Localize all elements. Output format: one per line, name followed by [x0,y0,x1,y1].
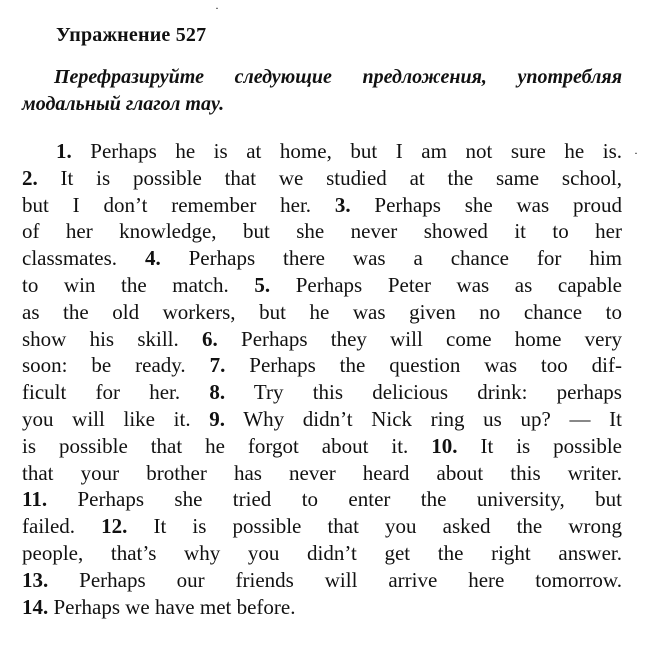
text-line [22,433,622,460]
print-speck-mark-right: · [634,146,638,160]
sentence-number: 9. [209,406,225,431]
sentence-text: Try this delicious drink: perhaps [225,380,622,405]
sentence-text: It is possible that we studied at the same school, [37,165,622,190]
text-line [22,165,622,192]
text-line [22,192,622,219]
sentence-text: as the old workers, but he was given no chance to [22,299,622,324]
sentence-number: 3. [334,192,351,217]
text-line [22,245,622,272]
text-line [22,486,622,513]
sentence-text: is possible that he forgot about it. [22,433,432,458]
sentence-number: 13. [22,567,49,592]
text-line [22,352,622,379]
sentence-text: show his skill. [22,326,203,351]
text-line [22,406,622,433]
sentence-number: 1. [56,139,72,163]
text-line [22,218,622,245]
sentence-text: to win the match. [22,272,255,297]
sentence-number: 2. [22,165,38,190]
sentence-number: 7. [209,353,226,378]
sentence-number: 14. [22,594,49,619]
sentence-text: It is possible [457,433,622,458]
sentence-text: Perhaps she tried to enter the university, but [47,487,622,512]
sentence-text: Why didn’t Nick ring us up? — It [224,406,622,431]
sentence-text: Perhaps Peter was as capable [270,272,622,297]
sentence-text: Perhaps the question was too dif- [225,353,622,378]
sentence-text: Perhaps he is at home, but I am not sure he is. [71,139,622,163]
text-line [22,460,622,487]
sentence-number: 8. [209,380,226,405]
exercise-text [22,138,622,620]
exercise-instruction: Перефразируйте следующие предложения, употребляя модальный глагол may. [22,66,622,115]
sentence-text: you will like it. [22,406,210,431]
sentence-text: failed. [22,514,102,539]
text-line [22,138,622,165]
text-line [22,272,622,299]
sentence-number: 11. [22,487,48,512]
sentence-text: soon: be ready. [22,353,210,378]
sentence-text: Perhaps they will come home very [217,326,622,351]
sentence-number: 4. [144,246,161,271]
sentence-text: Perhaps there was a chance for him [160,246,622,271]
sentence-text: It is possible that you asked the wrong [127,514,622,539]
text-line [22,594,622,621]
sentence-number: 5. [254,272,271,297]
text-line [22,567,622,594]
sentence-text: classmates. [22,246,145,271]
sentence-number: 12. [101,514,128,539]
text-line [22,299,622,326]
sentence-number: 6. [202,326,218,351]
text-line [22,326,622,353]
sentence-text: Perhaps we have met before. [48,594,296,619]
text-line [22,540,622,567]
sentence-number: 10. [431,433,458,458]
sentence-text: Perhaps she was proud [350,192,622,217]
sentence-text: Perhaps our friends will arrive here tomorrow. [48,567,622,592]
sentence-text: of her knowledge, but she never showed it to her [22,219,622,244]
sentence-text: that your brother has never heard about this writer. [22,460,622,485]
sentence-text: but I don’t remember her. [22,192,335,217]
sentence-text: ficult for her. [22,380,210,405]
text-line [22,513,622,540]
sentence-text: people, that’s why you didn’t get the right answer. [22,540,622,565]
text-line [22,379,622,406]
exercise-title: Упражнение 527 [56,24,207,46]
print-speck-mark: · [215,1,219,15]
